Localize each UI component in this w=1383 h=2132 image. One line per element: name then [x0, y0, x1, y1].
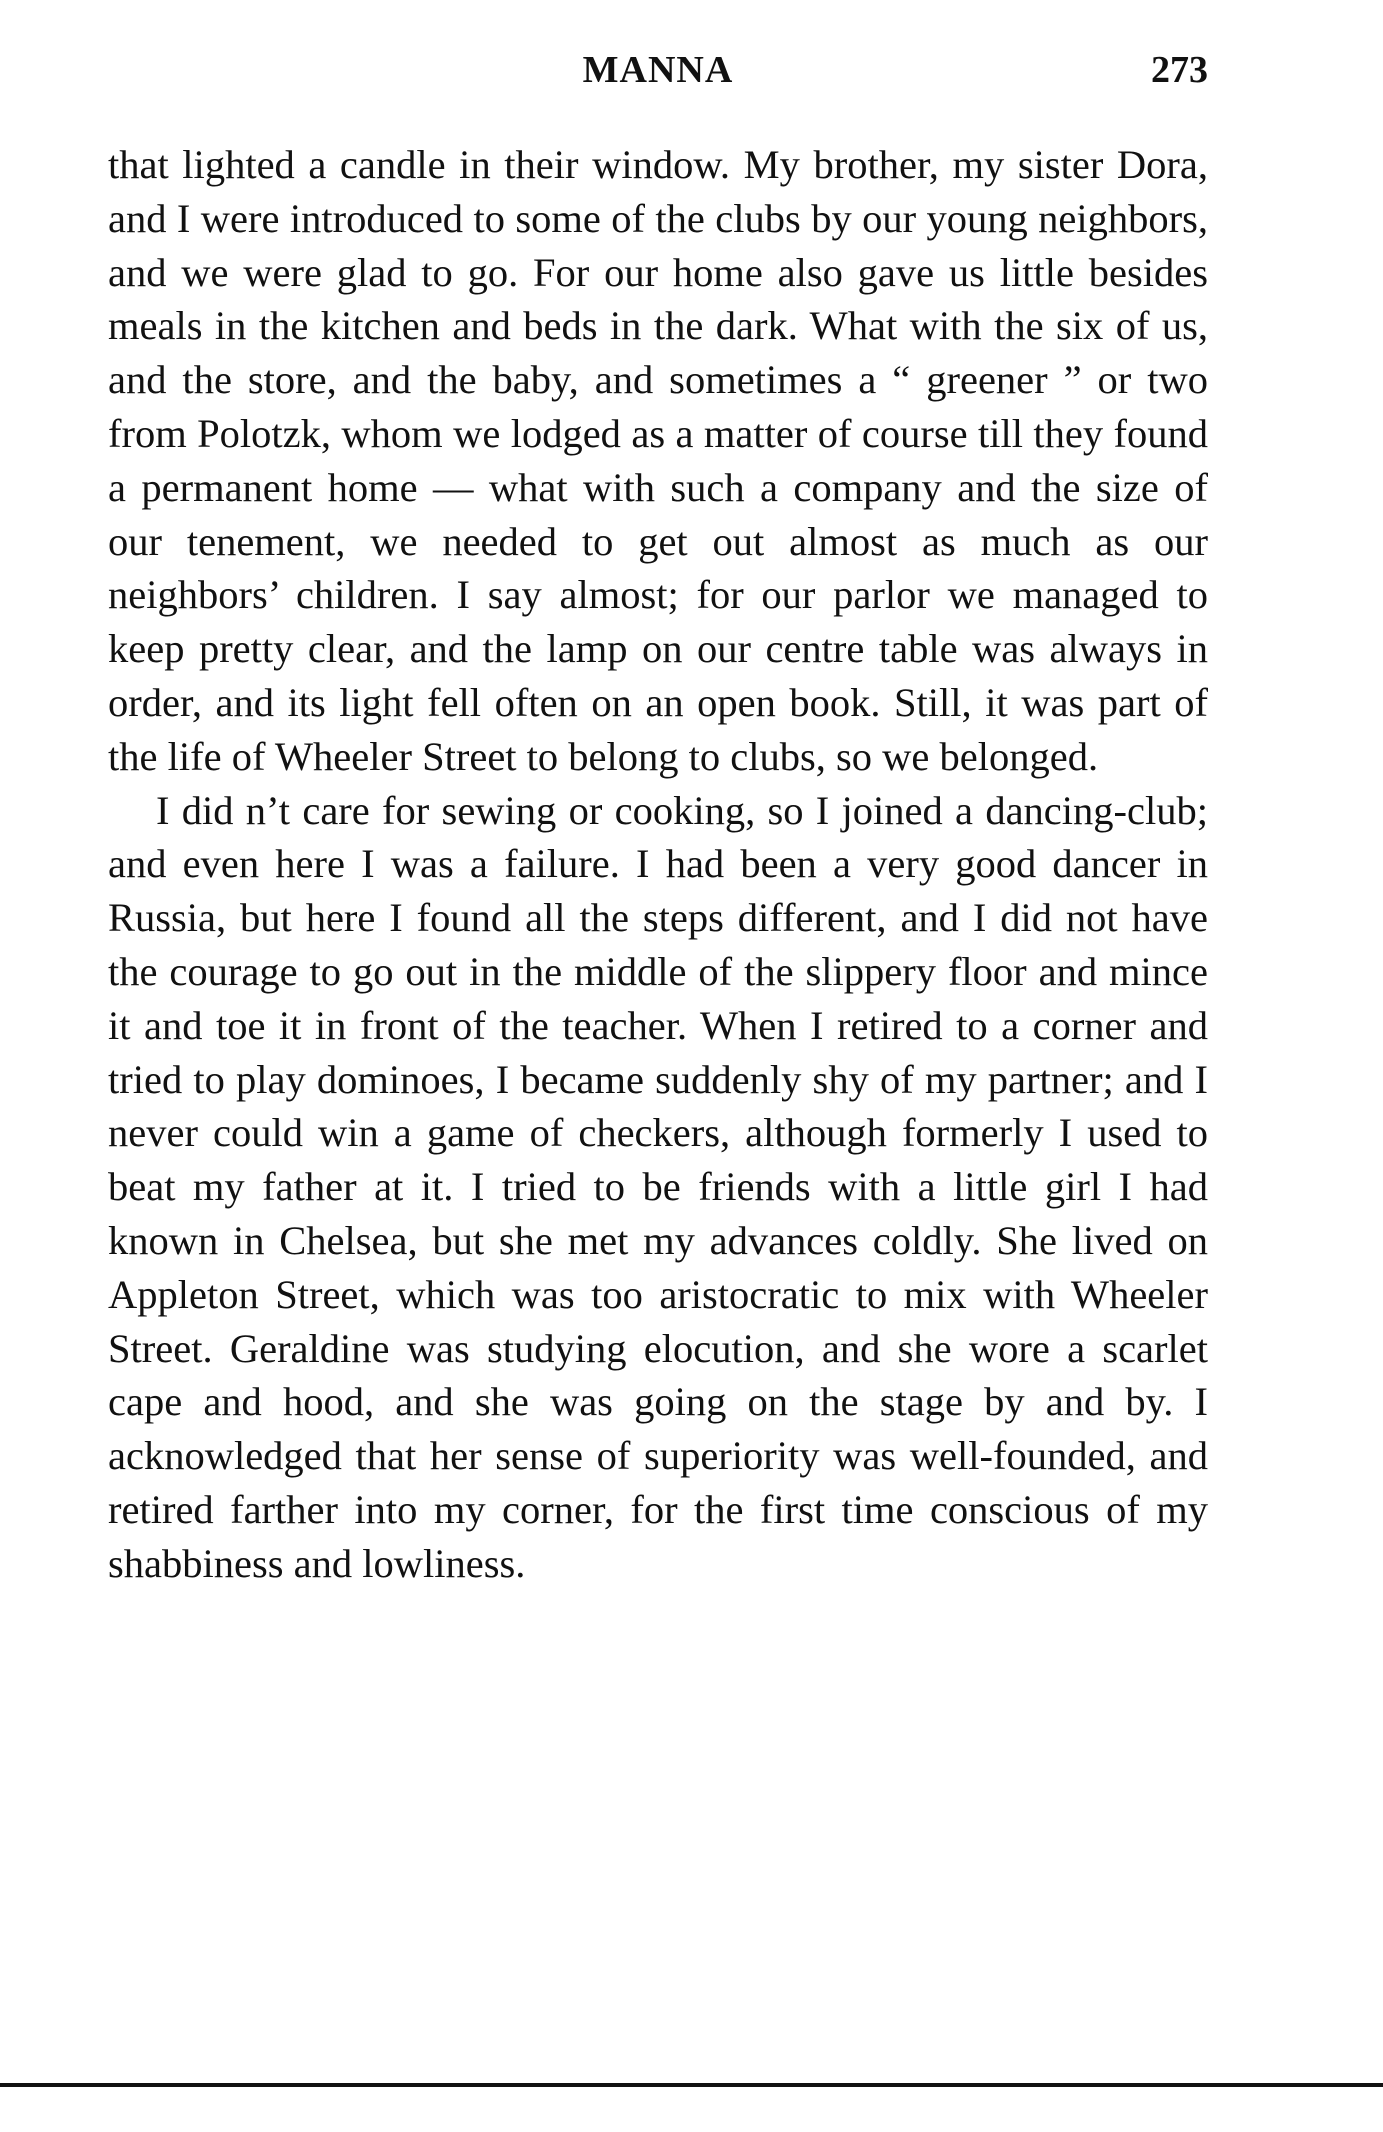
paragraph-dancing-club: I did n’t care for sewing or cooking, so I joined a dancing-club; and even here I was a failure. I had been a very good dancer in Russia, but here I found all the steps different, and I did not have the courage to go out in the middle of the slippery floor and mince it and toe it in front of the teacher. When I retired to a corner and tried to play dominoes, I became suddenly shy of my partner; and I never could win a game of checkers, although formerly I used to beat my father at it. I tried to be friends with a little girl I had known in Chelsea, but she met my advances coldly. She lived on Appleton Street, which was too aristocratic to mix with Wheeler Street. Geraldine was studying elocution, and she wore a scarlet cape and hood, and she was going on the stage by and by. I acknowledged that her sense of superiority was well-founded, and retired farther into my corner, for the first time conscious of my shabbiness and lowliness.: [108, 787, 1208, 1586]
page-number: 273: [1151, 49, 1208, 91]
bottom-rule: [0, 2083, 1383, 2087]
running-head: [108, 48, 1208, 98]
paragraph-continued: that lighted a candle in their window. My brother, my sister Dora, and I were introduced to some of the clubs by our young neighbors, and we were glad to go. For our home also gave us little besides meals in the kitchen and beds in the dark. What with the six of us, and the store, and the baby, and sometimes a “ greener ” or two from Polotzk, whom we lodged as a matter of course till they found a permanent home — what with such a company and the size of our tenement, we needed to get out almost as much as our neighbors’ children. I say almost; for our parlor we managed to keep pretty clear, and the lamp on our centre table was always in order, and its light fell often on an open book. Still, it was part of the life of Wheeler Street to belong to clubs, so we belonged.: [108, 142, 1208, 779]
body-text: [108, 138, 1208, 1591]
running-title: MANNA: [582, 49, 734, 91]
